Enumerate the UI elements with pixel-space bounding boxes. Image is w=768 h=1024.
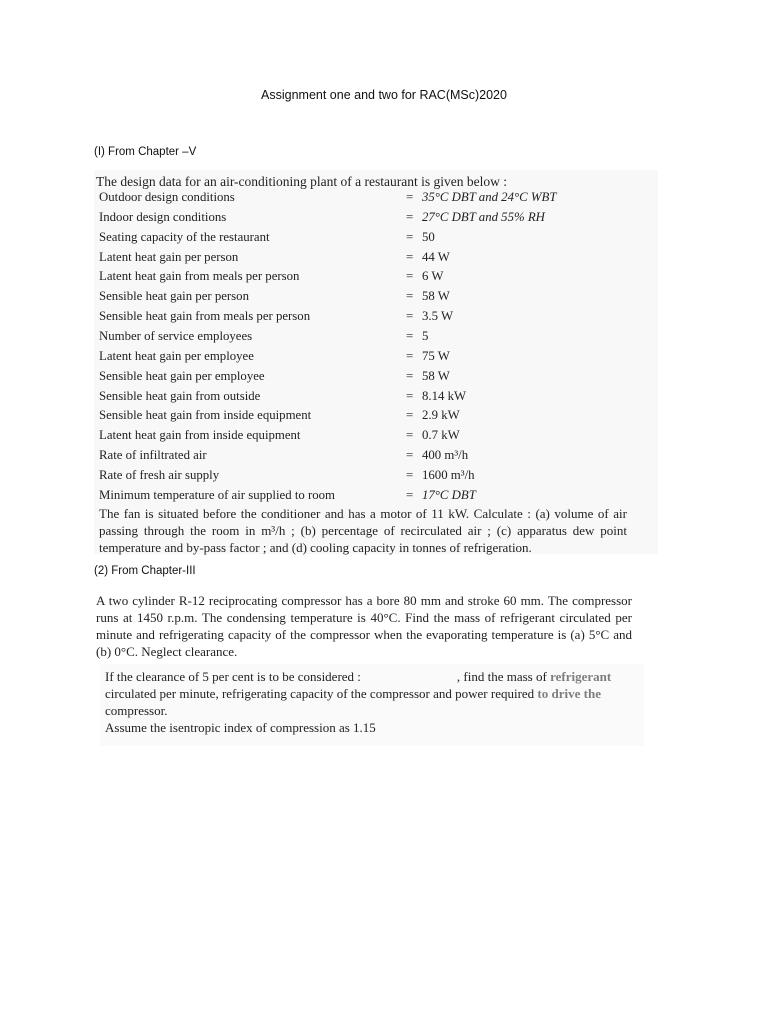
- design-data-label: Sensible heat gain from outside: [99, 388, 261, 403]
- design-data-label: Latent heat gain per person: [99, 249, 239, 264]
- design-data-row: [94, 230, 658, 250]
- design-data-equals: =: [406, 388, 414, 403]
- design-data-value: 8.14 kW: [422, 388, 467, 403]
- design-data-question: The fan is situated before the conditioner and has a motor of 11 kW. Calculate : (a) volume of air passing through the room in m³/h ; (b) percentage of recirculated air ; (c) apparatus dew point temperature and by-pass factor ; and (d) cooling capacity in tonnes of refrigeration.: [99, 506, 627, 555]
- design-data-row: [94, 329, 658, 349]
- design-data-equals: =: [406, 487, 414, 502]
- design-data-row: [94, 190, 658, 210]
- followup-faded-1: refrigerant: [550, 669, 612, 684]
- design-data-value: 35°C DBT and 24°C WBT: [422, 190, 557, 204]
- compressor-problem-text: A two cylinder R-12 reciprocating compressor has a bore 80 mm and stroke 60 mm. The compressor runs at 1450 r.p.m. The condensing temperature is 40°C. Find the mass of refrigerant circulated per minute and refrigerating capacity of the compressor when the evaporating temperature is (a) 5°C and (b) 0°C. Neglect clearance.: [96, 593, 632, 659]
- design-data-equals: =: [406, 368, 414, 383]
- design-data-scan: [94, 170, 658, 554]
- design-data-row: [94, 309, 658, 329]
- design-data-row: [94, 448, 658, 468]
- design-data-value: 27°C DBT and 55% RH: [422, 209, 545, 224]
- design-data-row: [94, 250, 658, 270]
- design-data-equals: =: [406, 289, 414, 304]
- design-data-equals: =: [406, 328, 414, 343]
- design-data-equals: =: [406, 428, 414, 443]
- design-data-label: Indoor design conditions: [99, 209, 227, 224]
- design-data-row: [94, 468, 658, 488]
- design-data-value: 2.9 kW: [422, 408, 460, 423]
- design-data-row: [94, 408, 658, 428]
- design-data-label: Latent heat gain from meals per person: [99, 269, 300, 284]
- design-data-row: [94, 389, 658, 409]
- design-data-value: 50: [422, 229, 435, 244]
- compressor-problem-scan: [94, 586, 642, 658]
- design-data-label: Rate of infiltrated air: [99, 448, 207, 463]
- design-data-equals: =: [406, 348, 414, 363]
- design-data-label: Seating capacity of the restaurant: [99, 229, 270, 244]
- design-data-row: [94, 369, 658, 389]
- design-data-value: 75 W: [422, 348, 450, 363]
- design-data-value: 58 W: [422, 289, 450, 304]
- followup-faded-2: to drive the: [537, 686, 601, 701]
- design-data-row: [94, 210, 658, 230]
- design-data-equals: =: [406, 269, 414, 284]
- design-data-value: 1600 m³/h: [422, 467, 475, 482]
- followup-part2: , find the mass of: [456, 669, 551, 684]
- design-data-intro: The design data for an air-conditioning plant of a restaurant is given below :: [96, 174, 507, 189]
- design-data-row: [94, 349, 658, 369]
- followup-part3: circulated per minute, refrigerating capacity of the compressor and power required: [105, 686, 538, 701]
- design-data-equals: =: [406, 249, 414, 264]
- design-data-value: 0.7 kW: [422, 428, 460, 443]
- design-data-equals: =: [406, 408, 414, 423]
- design-data-equals: =: [406, 209, 414, 224]
- design-data-label: Sensible heat gain per person: [99, 289, 249, 304]
- clearance-followup-scan: [100, 664, 644, 746]
- design-data-value: 17°C DBT: [422, 487, 476, 502]
- design-data-label: Number of service employees: [99, 328, 253, 343]
- design-data-equals: =: [406, 309, 414, 324]
- design-data-row: [94, 289, 658, 309]
- design-data-equals: =: [406, 190, 414, 204]
- design-data-equals: =: [406, 229, 414, 244]
- design-data-value: 58 W: [422, 368, 450, 383]
- design-data-value: 3.5 W: [422, 309, 454, 324]
- design-data-label: Sensible heat gain from inside equipment: [99, 408, 312, 423]
- design-data-label: Rate of fresh air supply: [99, 467, 220, 482]
- design-data-equals: =: [406, 467, 414, 482]
- page-title: Assignment one and two for RAC(MSc)2020: [261, 88, 507, 102]
- design-data-label: Sensible heat gain per employee: [99, 368, 265, 383]
- section-heading-chapter-v: (I) From Chapter –V: [94, 146, 197, 158]
- design-data-value: 5: [422, 328, 429, 343]
- design-data-label: Sensible heat gain from meals per person: [99, 309, 311, 324]
- section-heading-chapter-iii: (2) From Chapter-III: [94, 565, 196, 577]
- clearance-followup-text: [105, 668, 635, 736]
- design-data-label: Latent heat gain per employee: [99, 348, 254, 363]
- followup-part1: If the clearance of 5 per cent is to be considered :: [105, 669, 361, 684]
- design-data-row: [94, 269, 658, 289]
- design-data-value: 400 m³/h: [422, 448, 469, 463]
- design-data-label: Latent heat gain from inside equipment: [99, 428, 301, 443]
- design-data-equals: =: [406, 448, 414, 463]
- design-data-label: Minimum temperature of air supplied to room: [99, 487, 335, 502]
- design-data-value: 6 W: [422, 269, 444, 284]
- design-data-row: [94, 428, 658, 448]
- design-data-value: 44 W: [422, 249, 450, 264]
- followup-line4: Assume the isentropic index of compression as 1.15: [105, 720, 376, 735]
- followup-part4: compressor.: [105, 703, 168, 718]
- design-data-label: Outdoor design conditions: [99, 190, 235, 204]
